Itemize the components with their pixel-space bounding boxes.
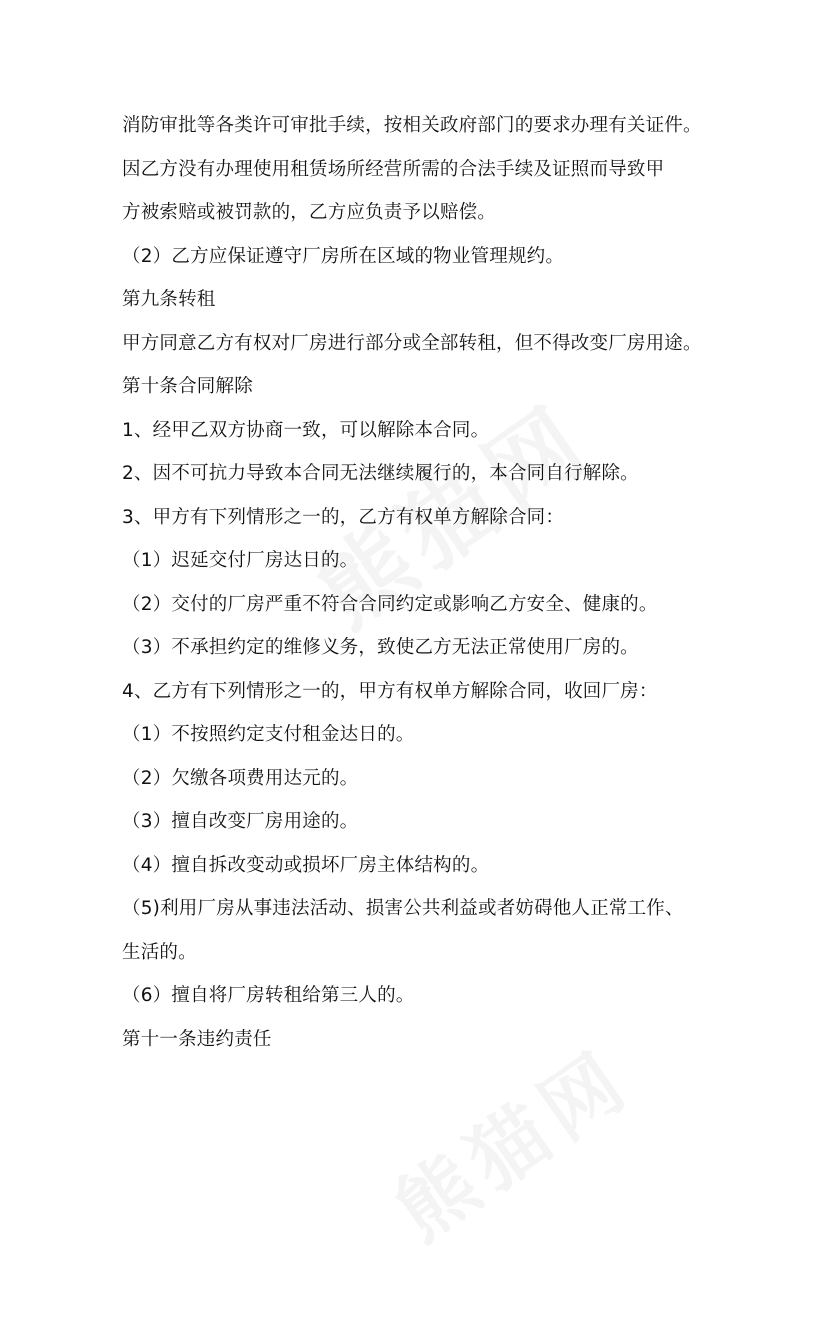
paragraph-line: （2）乙方应保证遵守厂房所在区域的物业管理规约。: [122, 245, 565, 267]
section-heading: 第九条转租: [122, 289, 216, 310]
paragraph-line: 3、甲方有下列情形之一的，乙方有权单方解除合同：: [122, 506, 565, 528]
section-heading: 第十条合同解除: [122, 376, 253, 397]
list-item: （2）交付的厂房严重不符合合同约定或影响乙方安全、健康的。: [122, 593, 658, 615]
paragraph-line: 生活的。: [122, 941, 197, 963]
paragraph-line: 1、经甲乙双方协商一致，可以解除本合同。: [122, 419, 490, 441]
paragraph-line: 甲方同意乙方有权对厂房进行部分或全部转租，但不得改变厂房用途。: [122, 332, 702, 354]
paragraph-line: 4、乙方有下列情形之一的，甲方有权单方解除合同，收回厂房：: [122, 680, 658, 702]
list-item: （1）不按照约定支付租金达日的。: [122, 724, 415, 745]
list-item: （3）擅自改变厂房用途的。: [122, 811, 359, 832]
list-item: （5)利用厂房从事违法活动、损害公共利益或者妨碍他人正常工作、: [122, 898, 684, 919]
paragraph-line: 2、因不可抗力导致本合同无法继续履行的，本合同自行解除。: [122, 463, 639, 484]
document-body: [122, 104, 722, 1061]
list-item: （6）擅自将厂房转租给第三人的。: [122, 985, 415, 1006]
list-item: （4）擅自拆改变动或损坏厂房主体结构的。: [122, 854, 490, 876]
list-item: （1）迟延交付厂房达日的。: [122, 550, 359, 571]
paragraph-line: 消防审批等各类许可审批手续，按相关政府部门的要求办理有关证件。: [122, 115, 702, 136]
paragraph-line: 因乙方没有办理使用租赁场所经营所需的合法手续及证照而导致甲: [122, 158, 665, 180]
section-heading: 第十一条违约责任: [122, 1028, 272, 1050]
paragraph-line: 方被索赔或被罚款的，乙方应负责予以赔偿。: [122, 202, 497, 223]
list-item: （3）不承担约定的维修义务，致使乙方无法正常使用厂房的。: [122, 637, 639, 658]
list-item: （2）欠缴各项费用达元的。: [122, 767, 359, 789]
